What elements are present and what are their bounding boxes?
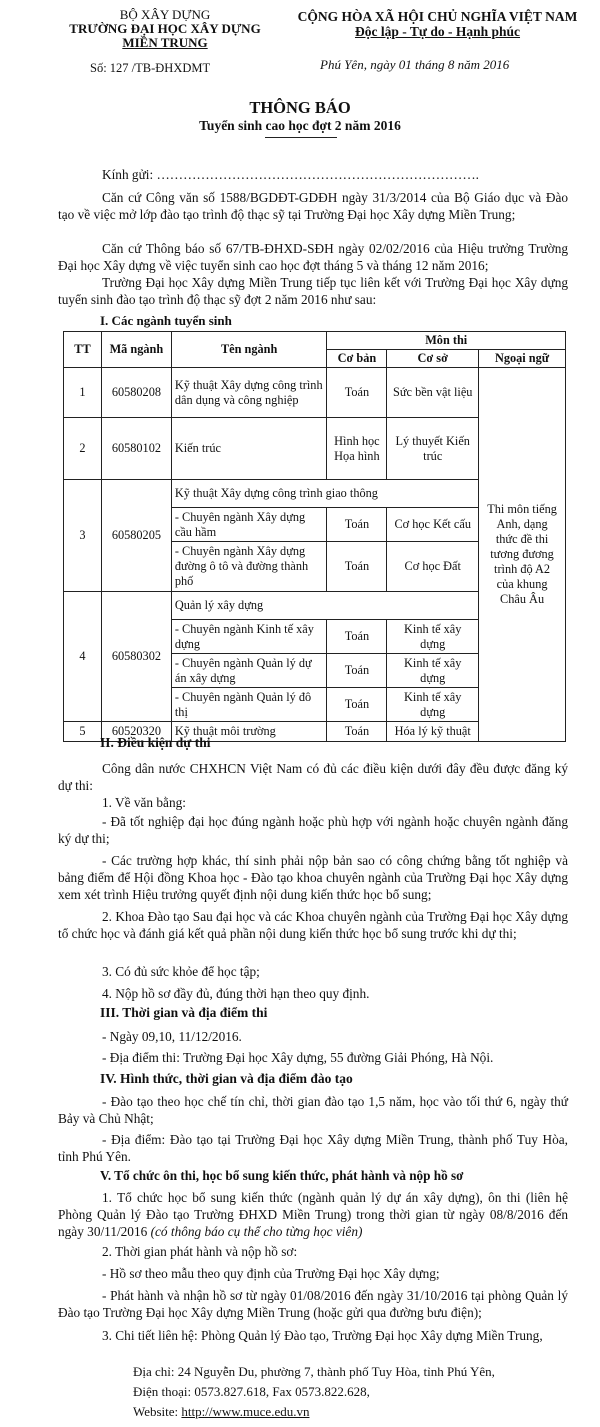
title-divider bbox=[265, 137, 337, 138]
header-basic: Cơ bản bbox=[327, 350, 387, 368]
intro-paragraph-2: Căn cứ Thông báo số 67/TB-ĐHXD-SĐH ngày 02/02/2016 của Hiệu trưởng Trường Đại học Xây dựng về việc tuyển sinh cao học đợt tháng 5 và tháng 12 năm 2016; bbox=[58, 241, 568, 273]
subrow-basic: Toán bbox=[327, 508, 387, 542]
row-code: 60580302 bbox=[101, 592, 171, 722]
ministry-name: BỘ XÂY DỰNG bbox=[119, 7, 211, 22]
section-2-paragraph: - Đã tốt nghiệp đại học đúng ngành hoặc phù hợp với ngành hoặc chuyên ngành đăng ký dự thi; bbox=[58, 814, 568, 846]
header-code: Mã ngành bbox=[101, 332, 171, 368]
header-exam: Môn thi bbox=[327, 332, 566, 350]
row-base: Sức bền vật liệu bbox=[387, 368, 479, 418]
row-tt: 3 bbox=[64, 480, 102, 592]
section-2-paragraph: 2. Khoa Đào tạo Sau đại học và các Khoa chuyên ngành của Trường Đại học Xây dựng tổ chức học và đánh giá kết quả phần nội dung kiến thức học bổ sung trước khi dự thi; bbox=[58, 909, 568, 941]
section-5-p1-text: 1. Tổ chức học bổ sung kiến thức (ngành quản lý dự án xây dựng), ôn thi (liên hệ Phòng Quản lý Đào tạo Trường ĐHXD Miền Trung) trong thời gian từ ngày 08/8/2016 đến ngày 30/11/2016 bbox=[58, 1190, 568, 1239]
subrow-base: Cơ học Kết cấu bbox=[387, 508, 479, 542]
subrow-basic: Toán bbox=[327, 688, 387, 722]
intro-paragraph-1: Căn cứ Công văn số 1588/BGDĐT-GDĐH ngày 31/3/2014 của Bộ Giáo dục và Đào tạo về việc mở lớp đào tạo trình độ thạc sỹ tại Trường Đại học Xây dựng Miền Trung; bbox=[58, 190, 568, 222]
section-1-heading: I. Các ngành tuyển sinh bbox=[100, 313, 232, 328]
section-4-paragraph: - Địa điểm: Đào tạo tại Trường Đại học Xây dựng Miền Trung, thành phố Tuy Hòa, tỉnh Phú Yên. bbox=[58, 1132, 568, 1164]
page-title: THÔNG BÁO bbox=[249, 98, 351, 117]
school-name: TRƯỜNG ĐẠI HỌC XÂY DỰNG bbox=[69, 21, 261, 36]
header-base: Cơ sở bbox=[387, 350, 479, 368]
row-tt: 1 bbox=[64, 368, 102, 418]
header-foreign: Ngoại ngữ bbox=[479, 350, 566, 368]
header-name: Tên ngành bbox=[171, 332, 327, 368]
section-4-paragraph: - Đào tạo theo học chế tín chỉ, thời gian đào tạo 1,5 năm, học vào tối thứ 6, ngày thứ Bảy và Chủ Nhật; bbox=[58, 1094, 568, 1126]
row-tt: 5 bbox=[64, 722, 102, 742]
section-5-p1-note: (có thông báo cụ thể cho từng học viên) bbox=[150, 1224, 363, 1239]
page-subtitle: Tuyển sinh cao học đợt 2 năm 2016 bbox=[199, 118, 401, 133]
issuer-block bbox=[50, 8, 280, 50]
section-5-paragraph: - Phát hành và nhận hồ sơ từ ngày 01/08/2016 đến ngày 31/10/2016 tại phòng Quản lý Đào tạo Trường Đại học Xây dựng Miền Trung (hoặc gửi qua đường bưu điện); bbox=[58, 1288, 568, 1320]
row-name: Kiến trúc bbox=[171, 418, 327, 480]
subrow-name: - Chuyên ngành Quản lý đô thị bbox=[171, 688, 327, 722]
row-code: 60580102 bbox=[101, 418, 171, 480]
section-2-paragraph: 3. Có đủ sức khỏe để học tập; bbox=[102, 964, 260, 979]
section-2-paragraph: 4. Nộp hồ sơ đầy đủ, đúng thời hạn theo quy định. bbox=[102, 986, 370, 1001]
contact-phone: Điện thoại: 0573.827.618, Fax 0573.822.628, bbox=[133, 1384, 370, 1399]
section-3-paragraph: - Địa điểm thi: Trường Đại học Xây dựng, 55 đường Giải Phóng, Hà Nội. bbox=[102, 1050, 494, 1065]
subrow-basic: Toán bbox=[327, 542, 387, 592]
issue-date: Phú Yên, ngày 01 tháng 8 năm 2016 bbox=[320, 57, 510, 72]
row-name: Quản lý xây dựng bbox=[171, 592, 478, 620]
section-5-paragraph: - Hồ sơ theo mẫu theo quy định của Trường Đại học Xây dựng; bbox=[102, 1266, 440, 1281]
row-name: Kỹ thuật môi trường bbox=[171, 722, 327, 742]
majors-table bbox=[63, 331, 566, 742]
contact-website bbox=[133, 1404, 309, 1420]
row-tt: 2 bbox=[64, 418, 102, 480]
section-3-heading: III. Thời gian và địa điểm thi bbox=[100, 1005, 268, 1020]
row-base: Hóa lý kỹ thuật bbox=[387, 722, 479, 742]
subrow-base: Kinh tế xây dựng bbox=[387, 620, 479, 654]
website-link[interactable]: http://www.muce.edu.vn bbox=[181, 1404, 310, 1419]
row-basic: Toán bbox=[327, 368, 387, 418]
section-5-paragraph: 3. Chi tiết liên hệ: Phòng Quản lý Đào tạo, Trường Đại học Xây dựng Miền Trung, bbox=[102, 1328, 543, 1343]
national-title: CỘNG HÒA XÃ HỘI CHỦ NGHĨA VIỆT NAM bbox=[297, 9, 578, 24]
row-name: Kỹ thuật Xây dựng công trình dân dụng và công nghiệp bbox=[171, 368, 327, 418]
national-motto: Độc lập - Tự do - Hạnh phúc bbox=[354, 24, 521, 39]
row-code: 60580205 bbox=[101, 480, 171, 592]
section-5-paragraph bbox=[58, 1189, 568, 1240]
subrow-name: - Chuyên ngành Kinh tế xây dựng bbox=[171, 620, 327, 654]
header-tt: TT bbox=[64, 332, 102, 368]
subrow-name: - Chuyên ngành Quản lý dự án xây dựng bbox=[171, 654, 327, 688]
subrow-base: Cơ học Đất bbox=[387, 542, 479, 592]
subrow-name: - Chuyên ngành Xây dựng đường ô tô và đường thành phố bbox=[171, 542, 327, 592]
subrow-basic: Toán bbox=[327, 620, 387, 654]
row-basic: Toán bbox=[327, 722, 387, 742]
contact-address: Địa chỉ: 24 Nguyễn Du, phường 7, thành phố Tuy Hòa, tỉnh Phú Yên, bbox=[133, 1364, 495, 1379]
section-2-paragraph: Công dân nước CHXHCN Việt Nam có đủ các điều kiện dưới đây đều được đăng ký dự thi: bbox=[58, 761, 568, 793]
row-code: 60520320 bbox=[101, 722, 171, 742]
subrow-name: - Chuyên ngành Xây dựng cầu hầm bbox=[171, 508, 327, 542]
website-label: Website: bbox=[133, 1404, 179, 1419]
subrow-base: Kinh tế xây dựng bbox=[387, 688, 479, 722]
national-block bbox=[285, 9, 590, 39]
section-2-paragraph: 1. Về văn bằng: bbox=[102, 795, 186, 810]
foreign-language-note: Thi môn tiếng Anh, dạng thức đề thi tương đương trình độ A2 của khung Châu Âu bbox=[479, 368, 566, 742]
subrow-base: Kinh tế xây dựng bbox=[387, 654, 479, 688]
section-3-paragraph: - Ngày 09,10, 11/12/2016. bbox=[102, 1029, 242, 1044]
section-2-heading: II. Điều kiện dự thi bbox=[100, 735, 211, 750]
row-name: Kỹ thuật Xây dựng công trình giao thông bbox=[171, 480, 478, 508]
section-5-heading: V. Tổ chức ôn thi, học bổ sung kiến thức, phát hành và nộp hồ sơ bbox=[100, 1168, 464, 1183]
row-basic: Hình học Họa hình bbox=[327, 418, 387, 480]
subrow-basic: Toán bbox=[327, 654, 387, 688]
table-row bbox=[64, 368, 566, 418]
school-name-line2: MIỀN TRUNG bbox=[122, 35, 208, 50]
row-base: Lý thuyết Kiến trúc bbox=[387, 418, 479, 480]
section-4-heading: IV. Hình thức, thời gian và địa điểm đào tạo bbox=[100, 1071, 353, 1086]
section-5-paragraph: 2. Thời gian phát hành và nộp hồ sơ: bbox=[102, 1244, 298, 1259]
section-2-paragraph: - Các trường hợp khác, thí sinh phải nộp bản sao có công chứng bằng tốt nghiệp và bảng điểm để Hội đồng Khoa học - Đào tạo khoa chuyên ngành của Trường Đại học Xây dựng xem xét trình Hiệu trưởng quyết định nội dung kiến thức học bổ sung; bbox=[58, 853, 568, 902]
row-code: 60580208 bbox=[101, 368, 171, 418]
row-tt: 4 bbox=[64, 592, 102, 722]
salutation: Kính gửi: ………………………………………………………………. bbox=[102, 167, 479, 182]
intro-paragraph-3: Trường Đại học Xây dựng Miền Trung tiếp tục liên kết với Trường Đại học Xây dựng tuyển sinh đào tạo trình độ thạc sỹ đợt 2 năm 2016 như sau: bbox=[58, 275, 568, 307]
doc-number: Số: 127 /TB-ĐHXDMT bbox=[90, 61, 211, 75]
